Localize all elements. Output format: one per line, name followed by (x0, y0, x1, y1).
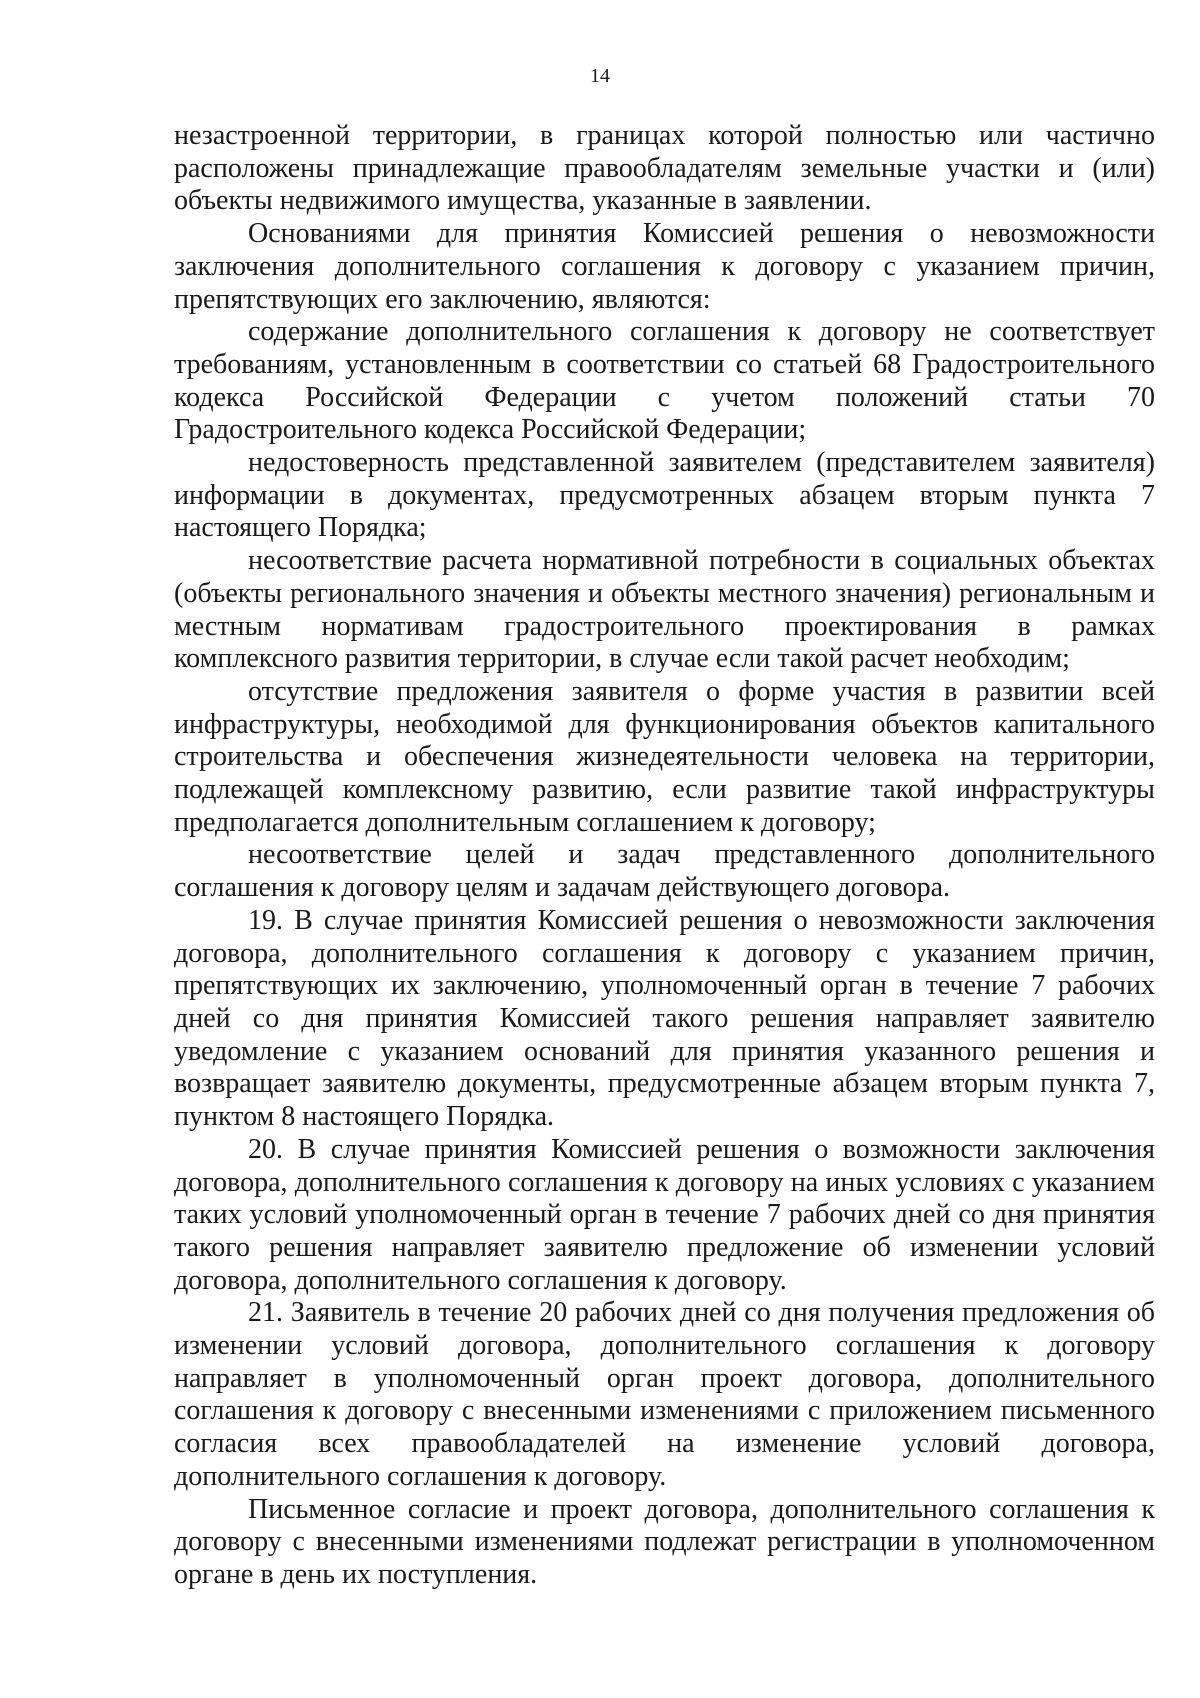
paragraph-item-21: 21. Заявитель в течение 20 рабочих дней со дня получения предложения об изменении условий договора, дополнительного соглашения к договору направляет в уполномоченный орган проект договора, дополнительного соглашения к договору с внесенными изменениями с приложением письменного согласия всех правообладателей на изменение условий договора, дополнительного соглашения к договору. (174, 1297, 1155, 1492)
document-body (174, 120, 1155, 1592)
paragraph-ground-calculation: несоответствие расчета нормативной потребности в социальных объектах (объекты регионального значения и объекты местного значения) региональным и местным нормативам градостроительного проектирования в рамках комплексного развития территории, в случае если такой расчет необходим; (174, 545, 1155, 675)
paragraph-item-20: 20. В случае принятия Комиссией решения о возможности заключения договора, дополнительного соглашения к договору на иных условиях с указанием таких условий уполномоченный орган в течение 7 рабочих дней со дня принятия такого решения направляет заявителю предложение об изменении условий договора, дополнительного соглашения к договору. (174, 1133, 1155, 1296)
paragraph-grounds-intro: Основаниями для принятия Комиссией решения о невозможности заключения дополнительного соглашения к договору с указанием причин, препятствующих его заключению, являются: (174, 218, 1155, 315)
paragraph-ground-goals: несоответствие целей и задач представленного дополнительного соглашения к договору целям и задачам действующего договора. (174, 839, 1155, 904)
paragraph-item-19: 19. В случае принятия Комиссией решения о невозможности заключения договора, дополнительного соглашения к договору с указанием причин, препятствующих их заключению, уполномоченный орган в течение 7 рабочих дней со дня принятия Комиссией такого решения направляет заявителю уведомление с указанием оснований для принятия указанного решения и возвращает заявителю документы, предусмотренные абзацем вторым пункта 7, пунктом 8 настоящего Порядка. (174, 904, 1155, 1133)
paragraph-continuation: незастроенной территории, в границах которой полностью или частично расположены принадлежащие правообладателям земельные участки и (или) объекты недвижимого имущества, указанные в заявлении. (174, 120, 1155, 217)
paragraph-written-consent: Письменное согласие и проект договора, дополнительного соглашения к договору с внесенными изменениями подлежат регистрации в уполномоченном органе в день их поступления. (174, 1493, 1155, 1590)
paragraph-ground-unreliability: недостоверность представленной заявителем (представителем заявителя) информации в документах, предусмотренных абзацем вторым пункта 7 настоящего Порядка; (174, 447, 1155, 544)
paragraph-ground-infrastructure: отсутствие предложения заявителя о форме участия в развитии всей инфраструктуры, необходимой для функционирования объектов капитального строительства и обеспечения жизнедеятельности человека на территории, подлежащей комплексному развитию, если развитие такой инфраструктуры предполагается дополнительным соглашением к договору; (174, 675, 1155, 838)
paragraph-ground-content: содержание дополнительного соглашения к договору не соответствует требованиям, установленным в соответствии со статьей 68 Градостроительного кодекса Российской Федерации с учетом положений статьи 70 Градостроительного кодекса Российской Федерации; (174, 316, 1155, 446)
page-number: 14 (590, 65, 610, 87)
